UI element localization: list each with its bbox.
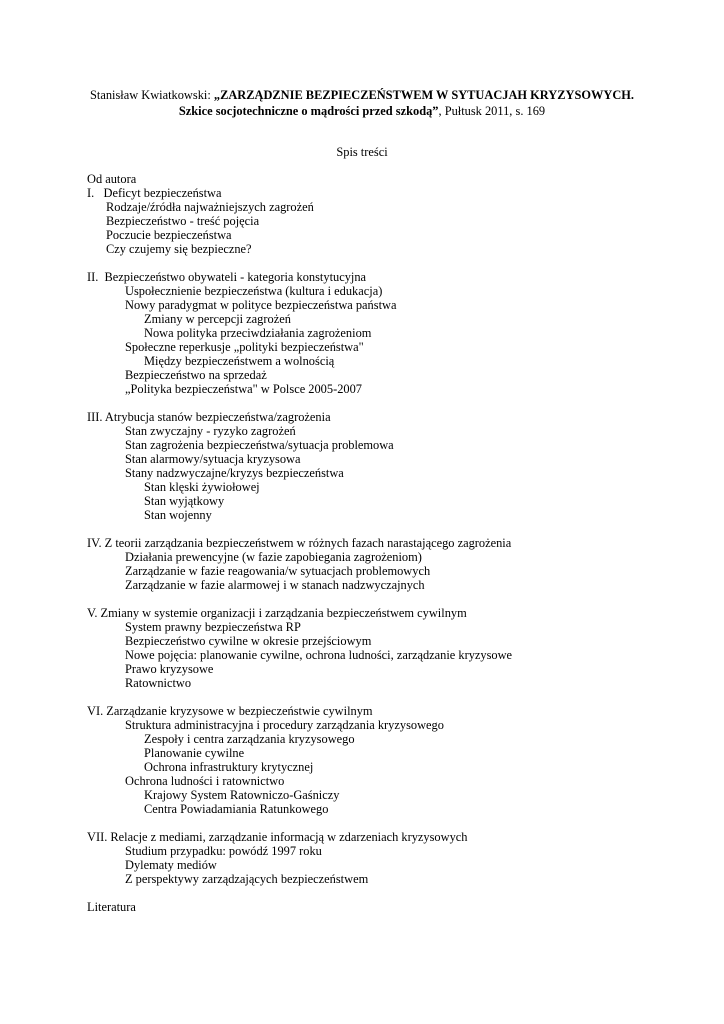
- toc-subsection: Stan klęski żywiołowej: [144, 480, 260, 494]
- toc-section: Rodzaje/źródła najważniejszych zagrożeń: [106, 200, 314, 214]
- toc-chapter: I. Deficyt bezpieczeństwa: [87, 186, 222, 200]
- toc-section: System prawny bezpieczeństwa RP: [125, 620, 301, 634]
- book-title-part-1: „ZARZĄDZNIE BEZPIECZEŃSTWEM W SYTUACJAH KRYZYSOWYCH.: [213, 88, 635, 102]
- toc-section: Prawo kryzysowe: [125, 662, 214, 676]
- toc-section: Nowe pojęcia: planowanie cywilne, ochrona ludności, zarządzanie kryzysowe: [125, 648, 513, 662]
- toc-section: Zarządzanie w fazie reagowania/w sytuacjach problemowych: [125, 564, 431, 578]
- toc-section: Czy czujemy się bezpieczne?: [106, 242, 252, 256]
- toc-subsection: Nowa polityka przeciwdziałania zagrożeniom: [144, 326, 372, 340]
- toc-section: Bezpieczeństwo cywilne w okresie przejściowym: [125, 634, 372, 648]
- toc-chapter: IV. Z teorii zarządzania bezpieczeństwem w różnych fazach narastającego zagrożenia: [87, 536, 512, 550]
- toc-section: Stan alarmowy/sytuacja kryzysowa: [125, 452, 301, 466]
- toc-section: Studium przypadku: powódź 1997 roku: [125, 844, 322, 858]
- toc-chapter: II. Bezpieczeństwo obywateli - kategoria konstytucyjna: [87, 270, 367, 284]
- toc-section: Społeczne reperkusje „polityki bezpieczeństwa": [125, 340, 364, 354]
- toc-section: Uspołecznienie bezpieczeństwa (kultura i edukacja): [125, 284, 383, 298]
- book-title-part-2: Szkice socjotechniczne o mądrości przed szkodą”: [178, 104, 439, 118]
- toc-section: Stan zagrożenia bezpieczeństwa/sytuacja problemowa: [125, 438, 394, 452]
- toc-section: Z perspektywy zarządzających bezpieczeństwem: [125, 872, 369, 886]
- toc-section: Ochrona ludności i ratownictwo: [125, 774, 285, 788]
- toc-section: Działania prewencyjne (w fazie zapobiegania zagrożeniom): [125, 550, 422, 564]
- toc-section: Bezpieczeństwo na sprzedaż: [125, 368, 267, 382]
- toc-section: Dylematy mediów: [125, 858, 217, 872]
- toc-subsection: Centra Powiadamiania Ratunkowego: [144, 802, 329, 816]
- toc-subsection: Zespoły i centra zarządzania kryzysowego: [144, 732, 355, 746]
- toc-section: Bezpieczeństwo - treść pojęcia: [106, 214, 260, 228]
- document-header: [0, 87, 724, 119]
- toc-subsection: Stan wojenny: [144, 508, 212, 522]
- toc-section: Stany nadzwyczajne/kryzys bezpieczeństwa: [125, 466, 344, 480]
- toc-section: Struktura administracyjna i procedury zarządzania kryzysowego: [125, 718, 444, 732]
- toc-section: Zarządzanie w fazie alarmowej i w stanach nadzwyczajnych: [125, 578, 425, 592]
- author: Stanisław Kwiatkowski:: [89, 88, 214, 102]
- publication-info: , Pułtusk 2011, s. 169: [438, 104, 546, 118]
- toc-entry: Literatura: [87, 900, 136, 914]
- toc-subsection: Między bezpieczeństwem a wolnością: [144, 354, 335, 368]
- toc-section: Stan zwyczajny - ryzyko zagrożeń: [125, 424, 296, 438]
- toc-subsection: Stan wyjątkowy: [144, 494, 225, 508]
- toc-subsection: Krajowy System Ratowniczo-Gaśniczy: [144, 788, 340, 802]
- toc-section: Poczucie bezpieczeństwa: [106, 228, 232, 242]
- toc-subsection: Zmiany w percepcji zagrożeń: [144, 312, 291, 326]
- toc-chapter: VII. Relacje z mediami, zarządzanie informacją w zdarzeniach kryzysowych: [87, 830, 468, 844]
- header-line-1: [0, 87, 724, 103]
- toc-section: „Polityka bezpieczeństwa" w Polsce 2005-2007: [125, 382, 362, 396]
- toc-entry: Od autora: [87, 172, 137, 186]
- toc-subsection: Planowanie cywilne: [144, 746, 245, 760]
- toc-chapter: V. Zmiany w systemie organizacji i zarządzania bezpieczeństwem cywilnym: [87, 606, 467, 620]
- toc-section: Ratownictwo: [125, 676, 192, 690]
- toc-section: Nowy paradygmat w polityce bezpieczeństwa państwa: [125, 298, 397, 312]
- toc-chapter: VI. Zarządzanie kryzysowe w bezpieczeństwie cywilnym: [87, 704, 373, 718]
- toc-title: Spis treści: [336, 145, 388, 159]
- header-line-2: [0, 103, 724, 119]
- toc-subsection: Ochrona infrastruktury krytycznej: [144, 760, 314, 774]
- toc-chapter: III. Atrybucja stanów bezpieczeństwa/zagrożenia: [87, 410, 331, 424]
